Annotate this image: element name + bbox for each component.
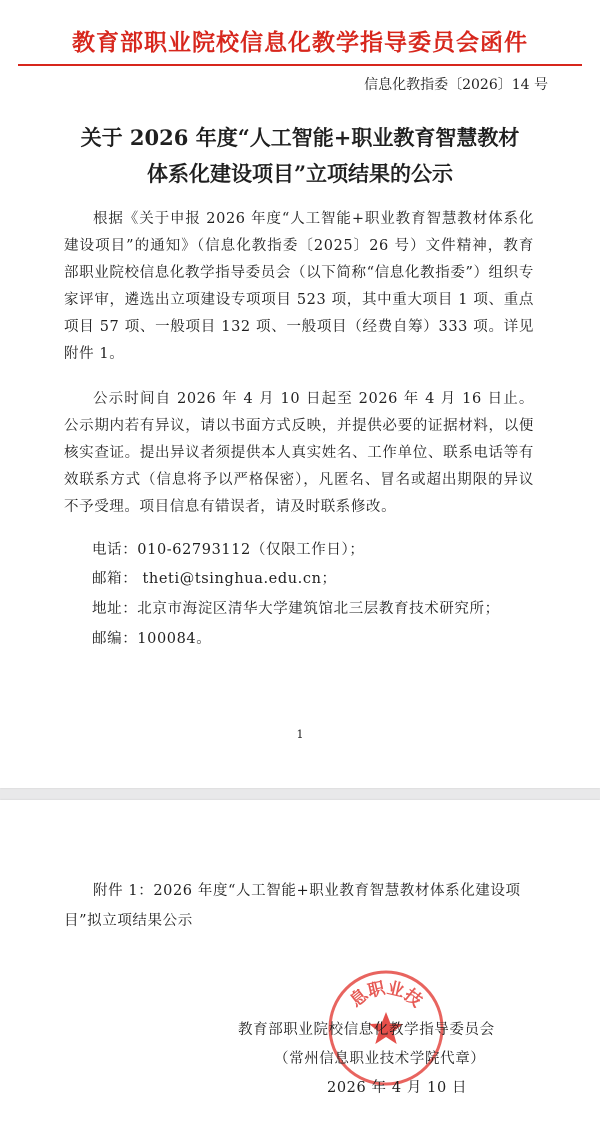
signature-proxy: （常州信息职业技术学院代章） (274, 1051, 486, 1067)
title-line-1: 关于 2026 年度“人工智能+职业教育智慧教材 (80, 125, 520, 150)
signature-organization: 教育部职业院校信息化教学指导委员会 (238, 1022, 495, 1038)
contact-email: 邮箱： theti@tsinghua.edu.cn； (92, 571, 337, 587)
letterhead-title: 教育部职业院校信息化教学指导委员会函件 (72, 30, 528, 56)
contact-zip: 邮编：100084。 (92, 631, 212, 647)
document-number: 信息化教指委〔2026〕14 号 (364, 77, 548, 93)
document-title (40, 120, 560, 192)
contact-address: 地址：北京市海淀区清华大学建筑馆北三层教育技术研究所； (92, 601, 500, 617)
document-page-2 (0, 800, 600, 1122)
page-number: 1 (296, 728, 304, 741)
title-line-2: 体系化建设项目”立项结果的公示 (146, 161, 454, 186)
attachment-note: 附件 1：2026 年度“人工智能+职业教育智慧教材体系化建设项目”拟立项结果公示 (64, 883, 521, 929)
seal-text: 息职业技 (346, 978, 426, 1012)
letterhead-divider (18, 64, 582, 66)
body-paragraph-2: 公示时间自 2026 年 4 月 10 日起至 2026 年 4 月 16 日止。公示期内若有异议，请以书面方式反映，并提供必要的证据材料，以便核实查证。提出异议者须提供本人真实姓名、工作单位、联系电话等有效联系方式（信息将予以严格保密），凡匿名、冒名或超出期限的异议不予受理。项目信息有错误者，请及时联系修改。 (64, 391, 534, 515)
signature-date: 2026 年 4 月 10 日 (327, 1080, 468, 1096)
contact-phone: 电话：010-62793112（仅限工作日）； (92, 542, 365, 558)
body-paragraph-1: 根据《关于申报 2026 年度“人工智能+职业教育智慧教材体系化建设项目”的通知》（信息化教指委〔2025〕26 号）文件精神，教育部职业院校信息化教学指导委员会（以下简称“信息化教指委”）组织专家评审，遴选出立项建设专项项目 523 项，其中重大项目 1 项、重点项目 57 项、一般项目 132 项、一般项目（经费自筹）333 项。详见附件 1。 (64, 211, 534, 362)
